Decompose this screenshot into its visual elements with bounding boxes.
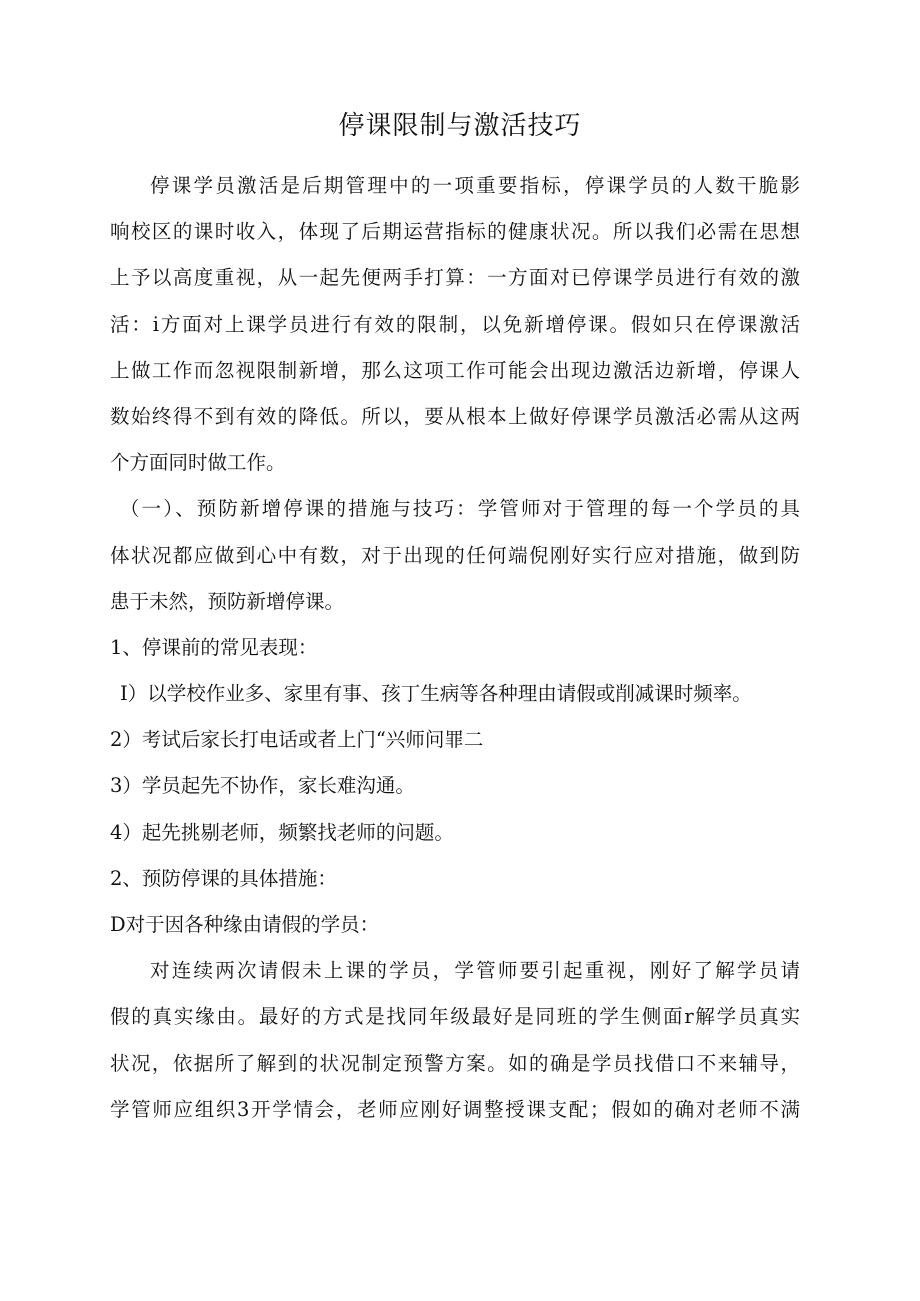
section-heading-line: （一）、预防新增停课的措施与技巧：学管师对于管理的每一个学员的具	[120, 497, 800, 521]
document-body	[110, 163, 800, 1133]
paragraph-line: 数始终得不到有效的降低。所以，要从根本上做好停课学员激活必需从这两	[110, 404, 800, 428]
list-heading: 2、预防停课的具体措施：	[110, 866, 337, 890]
list-heading: 1、停课前的常见表现：	[110, 635, 318, 659]
list-item: 4）起先挑剔老师，频繁找老师的问题。	[110, 820, 454, 844]
paragraph-line: 上予以高度重视，从一起先便两手打算：一方面对已停课学员进行有效的激	[110, 266, 800, 290]
list-item: 3）学员起先不协作，家长难沟通。	[110, 774, 415, 798]
document-title: 停课限制与激活技巧	[338, 111, 582, 141]
paragraph-line: 对连续两次请假未上课的学员，学管师要引起重视，刚好了解学员请	[150, 959, 800, 983]
list-item: 2）考试后家长打电话或者上门“兴师问罪二	[110, 728, 484, 752]
paragraph-line: 体状况都应做到心中有数，对于出现的任何端倪刚好实行应对措施，做到防	[110, 543, 800, 567]
paragraph-line: 学管师应组织3开学情会，老师应刚好调整授课支配；假如的确对老师不满	[110, 1097, 800, 1121]
sub-heading: D对于因各种缘由请假的学员：	[110, 913, 380, 936]
list-item: I）以学校作业多、家里有事、孩丁生病等各种理由请假或削减课时频率。	[120, 682, 752, 706]
paragraph-line: 上做工作而忽视限制新增，那么这项工作可能会出现边激活边新增，停课人	[110, 358, 800, 382]
paragraph-line: 个方面同时做工作。	[110, 451, 286, 475]
paragraph-line: 停课学员激活是后期管理中的一项重要指标，停课学员的人数干脆影	[150, 174, 800, 197]
paragraph-line: 状况，依据所了解到的状况制定预警方案。如的确是学员找借口不来辅导，	[110, 1051, 800, 1075]
paragraph-line: 假的真实缘由。最好的方式是找同年级最好是同班的学生侧面r解学员真实	[110, 1005, 800, 1029]
paragraph-line: 响校区的课时收入，体现了后期运营指标的健康状况。所以我们必需在思想	[110, 220, 800, 244]
paragraph-line: 活：i方面对上课学员进行有效的限制，以免新增停课。假如只在停课激活	[110, 312, 800, 336]
paragraph-line: 患于未然，预防新增停课。	[110, 589, 345, 613]
